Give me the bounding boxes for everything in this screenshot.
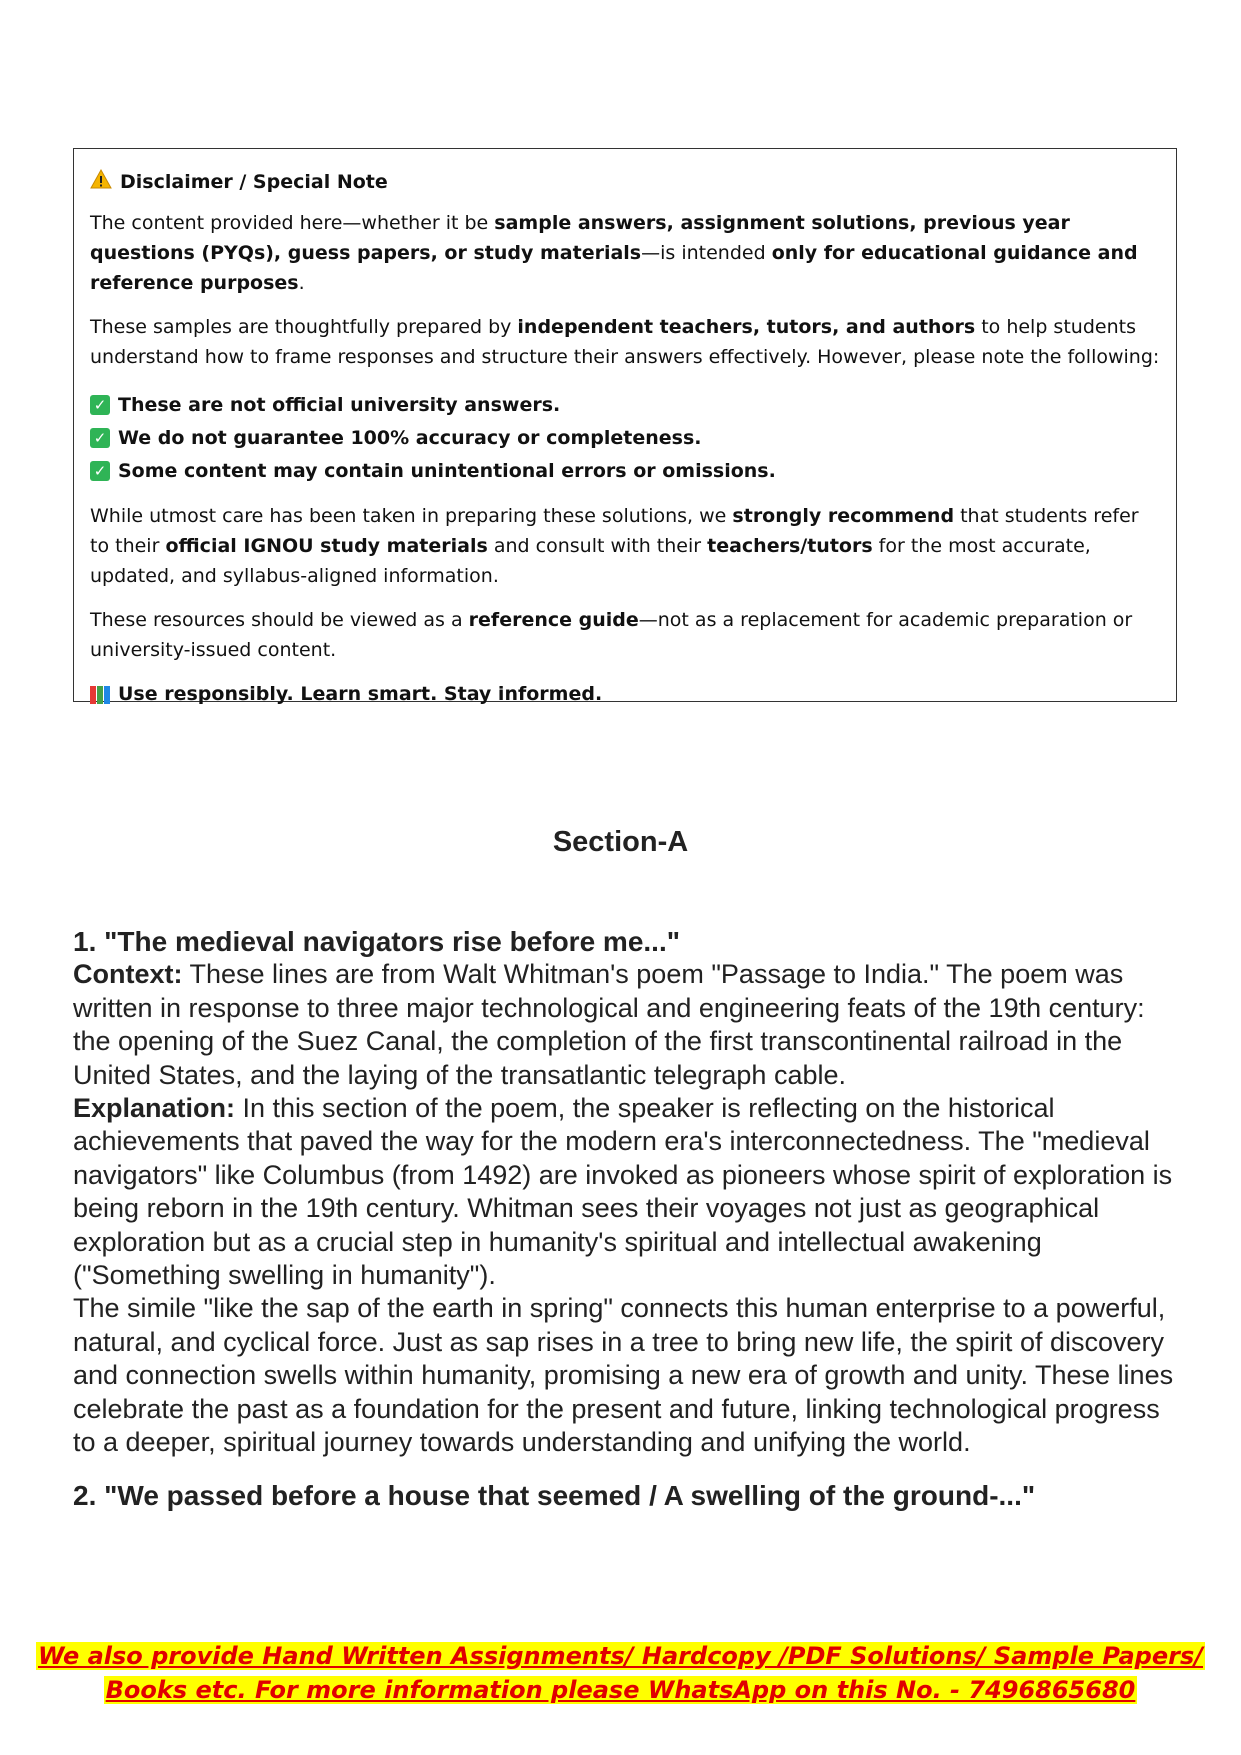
bold-span: sample answers, assignment solutions, previous year questions (PYQs), guess papers, or study materials [90,212,1070,264]
main-content [73,925,1183,1512]
promo-banner [0,1639,1241,1707]
bold-span: strongly recommend [732,505,955,527]
promo-line-1: We also provide Hand Written Assignments/ Hardcopy /PDF Solutions/ Sample Papers/ [38,1642,1203,1670]
text-span: and consult with their [487,535,708,557]
check-item [90,454,1160,487]
question-1-context [73,958,1183,1092]
promo-line-2: Books etc. For more information please WhatsApp on this No. - 7496865680 [105,1676,1136,1704]
disclaimer-footer-text: Use responsibly. Learn smart. Stay informed. [118,683,603,705]
check-box-icon: ✓ [90,395,110,415]
disclaimer-title [90,169,1160,194]
question-1-heading: 1. "The medieval navigators rise before me..." [73,926,681,957]
check-box-icon: ✓ [90,428,110,448]
text-span: for the most accurate, updated, and syllabus-aligned information. [90,535,1091,587]
bold-span: only for educational guidance and reference purposes [90,242,1138,294]
bold-span: independent teachers, tutors, and authors [517,316,976,338]
check-item-text: These are not official university answers. [118,393,561,416]
text-span: While utmost care has been taken in preparing these solutions, we [90,505,733,527]
check-item-text: We do not guarantee 100% accuracy or completeness. [118,426,702,449]
bold-span: reference guide [468,609,639,631]
explanation-label: Explanation: [73,1093,236,1124]
disclaimer-footer [90,683,1160,705]
text-span: These samples are thoughtfully prepared by [90,316,518,338]
disclaimer-paragraph-4 [90,605,1160,665]
explanation-text: In this section of the poem, the speaker is reflecting on the historical achievements that paved the way for the modern era's interconnectedness. The "medieval navigators" like Columbus (from 1492) are invoked as pioneers whose spirit of exploration is being reborn in the 19th century. Whitman sees their voyages not just as geographical exploration but as a crucial step in humanity's spiritual and intellectual awakening ("Something swelling in humanity"). [73,1093,1173,1291]
context-label: Context: [73,959,183,990]
disclaimer-paragraph-2 [90,312,1160,372]
check-item [90,421,1160,454]
question-2-heading: 2. "We passed before a house that seemed / A swelling of the ground-..." [73,1479,1036,1511]
books-icon [90,684,110,704]
disclaimer-paragraph-1 [90,208,1160,298]
text-span: The content provided here—whether it be [90,212,495,234]
context-text: These lines are from Walt Whitman's poem "Passage to India." The poem was written in response to three major technological and engineering feats of the 19th century: the opening of the Suez Canal, the completion of the first transcontinental railroad in the United States, and the laying of the transatlantic telegraph cable. [73,959,1145,1090]
check-item [90,388,1160,421]
text-span: to help students understand how to frame responses and structure their answers effectively. However, please note the following: [90,316,1160,368]
text-span: These resources should be viewed as a [90,609,469,631]
bold-span: official IGNOU study materials [165,535,488,557]
question-1-paragraph-2: The simile "like the sap of the earth in spring" connects this human enterprise to a powerful, natural, and cyclical force. Just as sap rises in a tree to bring new life, the spirit of discovery and connection swells within humanity, promising a new era of growth and unity. These lines celebrate the past as a foundation for the present and future, linking technological progress to a deeper, spiritual journey towards understanding and unifying the world. [73,1293,1174,1458]
section-title: Section-A [552,826,689,858]
warning-icon [90,169,112,194]
check-box-icon: ✓ [90,461,110,481]
question-1-explanation [73,1092,1183,1292]
disclaimer-title-text: Disclaimer / Special Note [120,170,388,193]
text-span: that students refer to their [90,505,1139,557]
text-span: —not as a replacement for academic preparation or university-issued content. [90,609,1133,661]
disclaimer-paragraph-3 [90,501,1160,591]
check-list [90,388,1160,487]
check-item-text: Some content may contain unintentional errors or omissions. [118,459,776,482]
bold-span: teachers/tutors [707,535,873,557]
text-span: . [298,272,305,294]
disclaimer-box [73,148,1177,705]
text-span: —is intended [641,242,772,264]
